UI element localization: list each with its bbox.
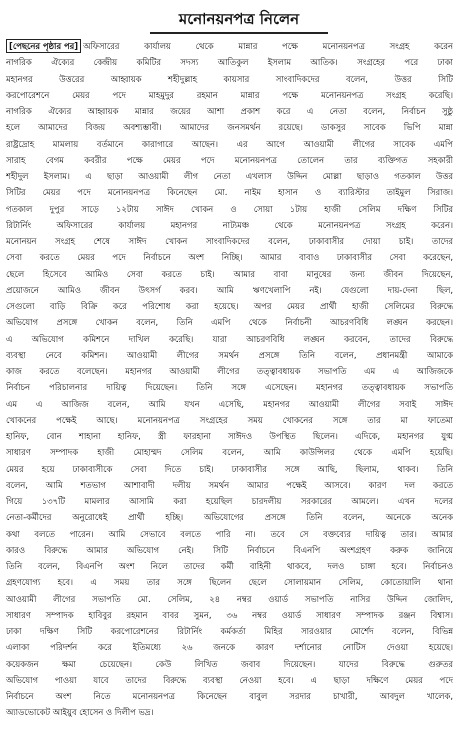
article-line	[6, 656, 453, 672]
article-line	[6, 396, 453, 412]
article-line-text: এ অভিযোগ কমিশনে দাখিল করেছি। যারা আচরণবিধি লঙ্ঘন করবেন, তাদের বিরুদ্ধে	[6, 333, 453, 344]
article-line-text: শহীদুল ইসলাম। এ ছাড়া আওয়ামী লীগ নেতা এখলাস উদ্দিন মোল্লা ছাড়াও গতকাল উত্তর	[6, 171, 453, 181]
article-line	[6, 201, 453, 217]
article-line-text: এলাকা পরিদর্শন করে ইতিমধ্যে ২৬ জনকে কারণ দর্শানোর নোটিস দেওয়া হয়েছে।	[6, 642, 453, 653]
article-line	[6, 704, 453, 720]
article-line	[6, 314, 453, 330]
article-line	[6, 347, 453, 363]
article-line-text: করপোরেশনে মেয়র পদে মাহমুদুর রহমান মান্নার পক্ষে মনোনয়নপত্র সংগ্রহ করেছি।	[6, 89, 453, 100]
article-line-text: সিটির মেয়র পদে মনোনয়নপত্র কিনেছেন মো. নাইম হাসান ও ব্যারিস্টার তাইমুল সিরাজ।	[6, 187, 453, 198]
article-line	[6, 217, 453, 233]
article-line-text: ব্যবস্থা নেবে কমিশন। আওয়ামী লীগের সমর্থন প্রসঙ্গে তিনি বলেন, প্রধানমন্ত্রী আমাকে	[6, 349, 453, 360]
article-line	[6, 282, 453, 298]
article-line	[6, 233, 453, 249]
article-line-text: গিয়ে ১৩৭টি মামলার আসামি করা হয়েছিল চারদলীয় সরকারের আমলে। এখন দলের	[6, 496, 453, 506]
article-line-text: প্রয়োজনে আমিও জীবন উৎসর্গ করব। আমি ঋণখেলাপি নই। যেগুলো দায়-দেনা ছিল,	[6, 284, 453, 295]
article-line-text: নির্বাচনে অংশ নিতে মনোনয়নপত্র কিনেছেন বাবুল সরদার চাখারী, আবদুল খালেক,	[6, 691, 453, 701]
article-line	[6, 623, 453, 639]
article-line	[6, 103, 453, 119]
article-line-text: অ্যাডভোকেট আইয়ুব হোসেন ও দিলীপ ভদ্র।	[6, 707, 154, 718]
article-line-text: মনোনয়ন সংগ্রহ শেষে সাঈদ খোকন সাংবাদিকদের বলেন, ঢাকাবাসীর দোয়া চাই। তাদের	[6, 236, 453, 246]
article-line-text: ছেলে হিসেবে আমিও সেবা করতে চাই। আমার বাবা মানুষের জন্য জীবন দিয়েছেন,	[6, 268, 453, 279]
article-line	[6, 461, 453, 477]
article-line-text: কয়েকজন ক্ষমা চেয়েছেন। কেউ লিখিত জবাব দিয়েছেন। যাদের বিরুদ্ধে গুরুতর	[6, 658, 453, 669]
article-line-text: তিনি বলেন, বিএনপি অংশ নিলে তাদের কর্মী বাহিনী থাকবে, দলও চাঙ্গা হবে। নির্বাচনও	[6, 561, 453, 571]
article-line-text: রাষ্ট্রদ্রোহ মামলায় বর্তমানে কারাগারে আছেন। এর আগে আওয়ামী লীগের সাবেক এমপি	[6, 138, 453, 149]
article-line	[6, 168, 453, 184]
article-line	[6, 591, 453, 607]
article-line-text: বলেন, আমি শতভাগ আশাবাদী দলীয় সমর্থন আমার পক্ষেই আসবে। কারণ দল করতে	[6, 479, 453, 490]
article-line	[6, 379, 453, 395]
article-line	[6, 607, 453, 623]
article-line	[6, 558, 453, 574]
article-line-text: ঢাকা দক্ষিণ সিটি করপোরেশনের রিটার্নিং কর্মকর্তা মিহির সারওয়ার মোর্শেদ বলেন, বিভিন্ন	[6, 626, 453, 636]
article-line-text: নির্বাচন পরিচালনার দায়িত্ব দিয়েছেন। তিনি সঙ্গে এসেছেন। মহানগর তত্ত্বাবধায়ক সভাপতি	[6, 382, 453, 393]
article-line-text: অফিসারের কার্যালয় থেকে মান্নার পক্ষে মনোনয়নপত্র সংগ্রহ করেন	[83, 41, 453, 51]
article-line-text: অভিযোগ প্রসঙ্গে খোকন বলেন, তিনি এমপি থেকে নির্বাচনী আচরণবিধি লঙ্ঘন করছেন।	[6, 317, 453, 328]
article-line	[6, 509, 453, 525]
article-line-text: মহানগর উত্তরের আহ্বায়ক শহীদুল্লাহ কায়সার সাংবাদিকদের বলেন, উত্তর সিটি	[6, 73, 453, 84]
article-line	[6, 428, 453, 444]
article-line	[6, 119, 453, 135]
article-line	[6, 493, 453, 509]
article-line-text: কথা বলতে পারেন। আমি সেভাবে বলতে পারি না। তবে সে বক্তব্যের দায়িত্ব তার। আমার	[6, 528, 453, 539]
article-line-text: রিটার্নিং অফিসারের কার্যালয় মহানগর নাট্যমঞ্চ থেকে মনোনয়নপত্র সংগ্রহ করেন।	[6, 219, 453, 230]
article-line-text: কারও বিরুদ্ধে আমার অভিযোগ নেই। সিটি নির্বাচনে বিএনপি অংশগ্রহণ করুক জানিয়ে	[6, 544, 453, 555]
headline: মনোনয়নপত্র নিলেন	[178, 9, 300, 28]
article-line	[6, 412, 453, 428]
article-line	[6, 542, 453, 558]
headline-box	[150, 5, 328, 34]
article-line-text: মেয়র হয়ে ঢাকাবাসীকে সেবা দিতে চাই। ঢাকাবাসীর সঙ্গে আছি, ছিলাম, থাকব। তিনি	[6, 463, 453, 474]
article-line	[6, 672, 453, 688]
article-line	[6, 266, 453, 282]
article-line-text: নাগরিক ঐক্যের আহ্বায়ক মান্নার জয়ের আশা প্রকাশ করে এ নেতা বলেন, নির্বাচন সুষ্ঠু	[6, 106, 453, 116]
article-line	[6, 639, 453, 655]
article-line	[6, 38, 453, 54]
article-line	[6, 688, 453, 704]
article-line	[6, 526, 453, 542]
article-line	[6, 54, 453, 70]
article-line-text: গতকাল দুপুর সাড়ে ১২টায় সাঈদ খোকন ও সোয়া ১টায় হাজী সেলিম দক্ষিণ সিটির	[6, 203, 453, 214]
article-line-text: হলে আমাদের বিজয় অবশ্যম্ভাবী। আমাদের জনসমর্থন রয়েছে। ডাকসুর সাবেক ভিপি মান্না	[6, 122, 453, 133]
article-line	[6, 249, 453, 265]
article-line-text: অভিযোগ পাওয়া যাবে তাদের বিরুদ্ধে ব্যবস্থা নেওয়া হবে। এ ছাড়া দক্ষিণে মেয়র পদে	[6, 674, 453, 685]
article-line-text: সারাহ বেগম কবরীর পক্ষে মেয়র পদে মনোনয়নপত্র তোলেন তার ব্যক্তিগত সহকারী	[6, 154, 453, 165]
article-line-text: নাগরিক ঐক্যের কেন্দ্রীয় কমিটির সদস্য আতিকুল ইসলাম আতিক। সংগ্রহের পরে ঢাকা	[6, 57, 453, 68]
article-line-text: সাধারণ সম্পাদক হাবিবুর রহমান বাবর সুমন, ৩৬ নম্বর ওয়ার্ড সাধারণ সম্পাদক রঞ্জন বিশ্বাস।	[6, 609, 453, 620]
article-line	[6, 574, 453, 590]
article-line	[6, 71, 453, 87]
article-line-text: নেতা-কর্মীদের অনুরোধেই প্রার্থী হচ্ছি। অভিযোগের প্রসঙ্গে তিনি বলেন, অনেকে অনেক	[6, 512, 453, 523]
article-line-text: সাধারণ সম্পাদক হাজী মোহাম্মদ সেলিম বলেন, আমি কাউন্সিলর থেকে এমপি হয়েছি।	[6, 447, 453, 458]
article-line	[6, 331, 453, 347]
article-line-text: খোকনের পক্ষেই আছে। মনোনয়নপত্র সংগ্রহের সময় খোকনের সঙ্গে তার মা ফাতেমা	[6, 414, 453, 425]
article-line	[6, 136, 453, 152]
article-line-text: সেগুলো বাড়ি বিক্রি করে পরিশোধ করা হয়েছে। অপর মেয়র প্রার্থী হাজী সেলিমের বিরুদ্ধে	[6, 301, 453, 311]
article-line	[6, 444, 453, 460]
article-line	[6, 87, 453, 103]
article-line-text: এম এ আজিজ বলেন, আমি যখন এসেছি, মহানগর আওয়ামী লীগের সবাই সাঈদ	[6, 398, 453, 409]
jump-label: [পেছনের পৃষ্ঠার পর]	[6, 39, 81, 53]
article-line	[6, 152, 453, 168]
article-line	[6, 477, 453, 493]
article-line-text: কাজ করতে বলেছেন। মহানগর আওয়ামী লীগের তত্ত্বাবধায়ক সভাপতি এম এ আজিজকে	[6, 366, 453, 376]
article-line-text: সেবা করতে মেয়র পদে নির্বাচনে অংশ নিচ্ছি। আমার বাবাও ঢাকাবাসীর সেবা করেছেন,	[6, 252, 453, 263]
article-line	[6, 184, 453, 200]
article-line-text: গ্রহণযোগ্য হবে। এ সময় তার সঙ্গে ছিলেন ছেলে সোলায়মান সেলিম, কোতোয়ালি থানা	[6, 577, 453, 588]
article-line	[6, 298, 453, 314]
article-body	[6, 38, 453, 728]
article-line-text: হানিফ, বোন শাহানা হানিফ, স্ত্রী ফারহানা সাঈদও উপস্থিত ছিলেন। এদিকে, মহানগর যুগ্ম	[6, 431, 453, 441]
article-line	[6, 363, 453, 379]
article-line-text: আওয়ামী লীগের সভাপতি মো. সেলিম, ২৪ নম্বর ওয়ার্ড সভাপতি নাসির উদ্দিন জোলিদ,	[6, 593, 453, 604]
